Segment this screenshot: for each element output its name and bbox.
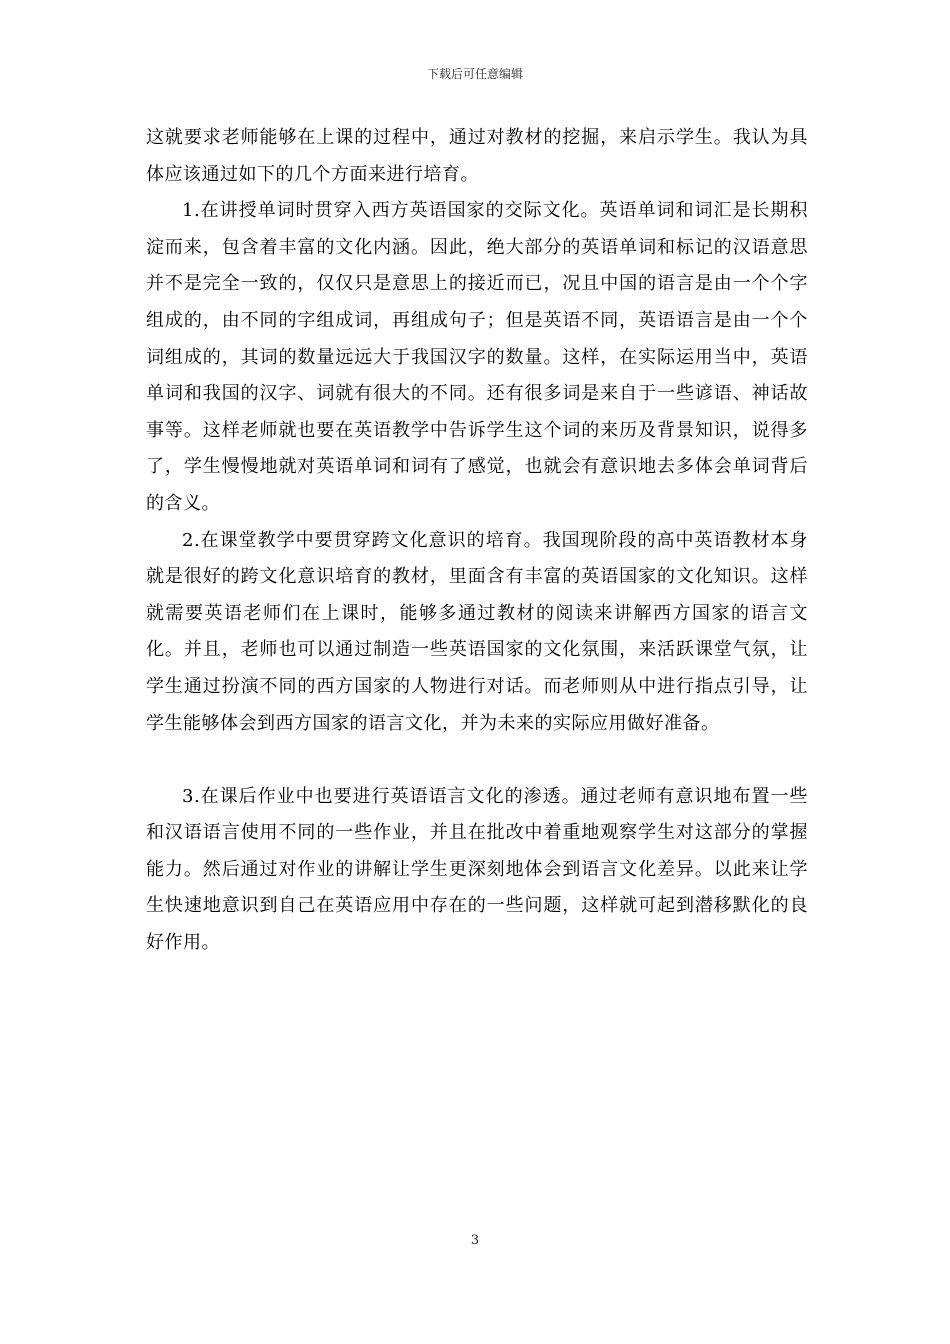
paragraph-point-1: 1.在讲授单词时贯穿入西方英语国家的交际文化。英语单词和词汇是长期积淀而来，包含着丰富的文化内涵。因此，绝大部分的英语单词和标记的汉语意思并不是完全一致的，仅仅只是意思上的接近而已，况且中国的语言是由一个个字组成的，由不同的字组成词，再组成句子；但是英语不同，英语语言是由一个个词组成的，其词的数量远远大于我国汉字的数量。这样，在实际运用当中，英语单词和我国的汉字、词就有很大的不同。还有很多词是来自于一些谚语、神话故事等。这样老师就也要在英语教学中告诉学生这个词的来历及背景知识，说得多了，学生慢慢地就对英语单词和词有了感觉，也就会有意识地去多体会单词背后的含义。 <box>146 200 808 514</box>
paragraph-intro: 这就要求老师能够在上课的过程中，通过对教材的挖掘，来启示学生。我认为具体应该通过如下的几个方面来进行培育。 <box>146 127 808 185</box>
page-number: 3 <box>470 1233 480 1248</box>
page-header-note: 下载后可任意编辑 <box>426 67 523 81</box>
paragraph-point-3: 3.在课后作业中也要进行英语语言文化的渗透。通过老师有意识地布置一些和汉语语言使用不同的一些作业，并且在批改中着重地观察学生对这部分的掌握能力。然后通过对作业的讲解让学生更深刻地体会到语言文化差异。以此来让学生快速地意识到自己在英语应用中存在的一些问题，这样就可起到潜移默化的良好作用。 <box>146 785 808 954</box>
paragraph-point-2: 2.在课堂教学中要贯穿跨文化意识的培育。我国现阶段的高中英语教材本身就是很好的跨文化意识培育的教材，里面含有丰富的英语国家的文化知识。这样就需要英语老师们在上课时，能够多通过教材的阅读来讲解西方国家的语言文化。并且，老师也可以通过制造一些英语国家的文化氛围，来活跃课堂气氛，让学生通过扮演不同的西方国家的人物进行对话。而老师则从中进行指点引导，让学生能够体会到西方国家的语言文化，并为未来的实际应用做好准备。 <box>146 529 808 734</box>
document-body <box>146 120 808 962</box>
